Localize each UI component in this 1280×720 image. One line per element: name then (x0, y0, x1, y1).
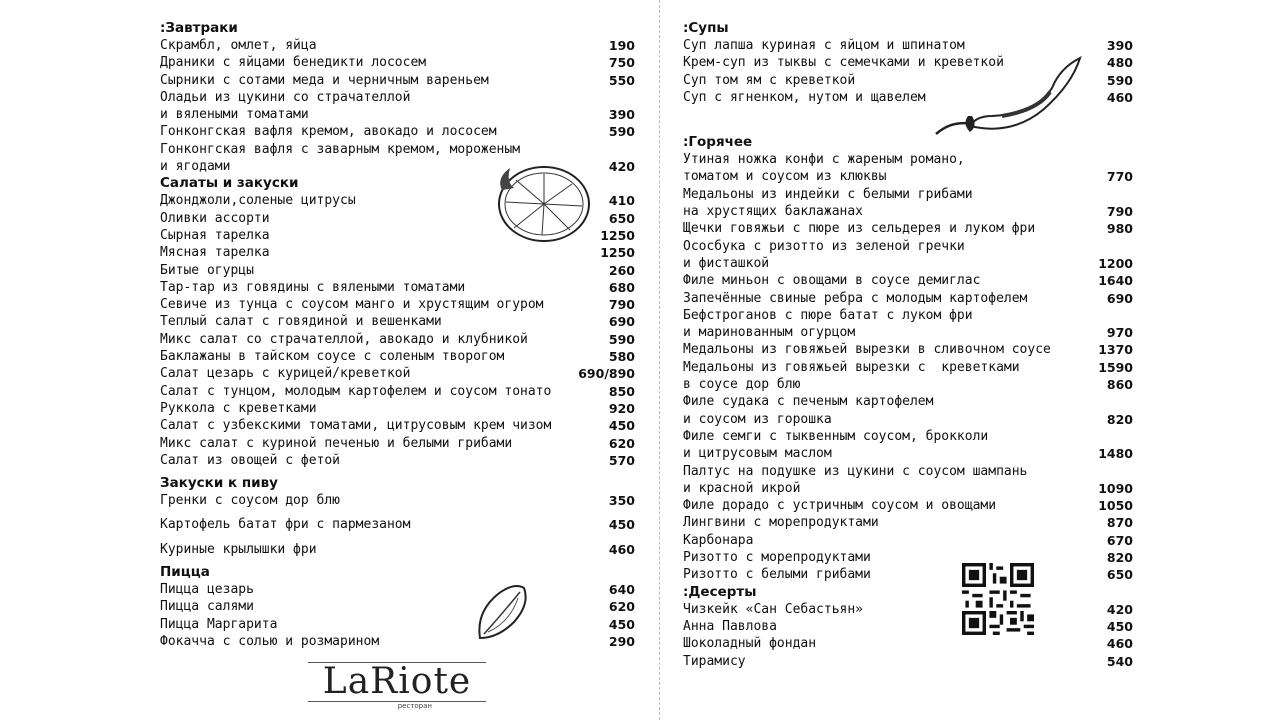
menu-item-name: Картофель батат фри с пармезаном (160, 517, 411, 533)
menu-item-price: 920 (608, 400, 635, 416)
menu-item-name: Оладьи из цукини со страчателлой и вялеными томатами (160, 89, 411, 123)
menu-item (160, 262, 635, 279)
menu-item (683, 376, 1133, 393)
menu-item-name: Пицца Маргарита (160, 616, 278, 632)
menu-item-price: 390 (608, 107, 635, 123)
menu-item-name: Сырная тарелка (160, 227, 270, 243)
menu-item-price: 790 (1106, 204, 1133, 220)
menu-item (683, 272, 1133, 289)
menu-item-name: Тар-тар из говядины с вялеными томатами (160, 279, 466, 295)
menu-item-price: 390 (1106, 38, 1133, 53)
menu-item (160, 400, 635, 417)
menu-item-price: 820 (1106, 550, 1133, 566)
menu-item (683, 497, 1133, 514)
menu-item-name: Запечённые свиные ребра с молодым картофелем (683, 290, 1028, 306)
menu-item-price: 260 (608, 262, 635, 278)
menu-item-name: Баклажаны в тайском соусе с соленым творогом (160, 349, 505, 365)
menu-item (160, 492, 635, 509)
menu-item-price: 870 (1106, 515, 1133, 531)
menu-item (683, 220, 1133, 237)
menu-item (683, 37, 1133, 54)
menu-item (160, 541, 635, 558)
menu-left-column (160, 20, 635, 650)
menu-item-price: 1250 (600, 227, 635, 243)
menu-item-name: Медальоны из говяжьей вырезки с креветками (683, 359, 1020, 375)
menu-item (160, 72, 635, 89)
menu-item-price: 1640 (1098, 273, 1133, 289)
menu-item-name: Салат с узбекскими томатами, цитрусовым крем чизом (160, 418, 552, 434)
lemon-slice-icon (492, 160, 592, 244)
menu-item-price: 620 (608, 599, 635, 615)
menu-item-price: 860 (1106, 377, 1133, 393)
menu-item-name: Тирамису (683, 653, 746, 669)
section-title: :Горячее (683, 134, 753, 151)
menu-item-price: 650 (608, 210, 635, 226)
menu-item-name: Лингвини с морепродуктами (683, 515, 879, 531)
menu-item-price: 420 (1106, 601, 1133, 617)
section-title: Пицца (160, 564, 210, 581)
menu-item (160, 516, 635, 533)
logo-brand: LaRiote (322, 661, 472, 702)
menu-item (160, 54, 635, 71)
menu-item-price: 750 (608, 55, 635, 71)
menu-item (160, 365, 635, 382)
menu-item (683, 307, 1133, 342)
menu-item-price: 790 (608, 297, 635, 313)
menu-item-name: Медальоны из говяжьей вырезки в сливочном соусе (683, 342, 1051, 358)
menu-item-price: 620 (608, 435, 635, 451)
menu-item (160, 313, 635, 330)
menu-item-price: 640 (608, 582, 635, 598)
menu-item-price: 410 (608, 193, 635, 209)
menu-item-name: Теплый салат с говядиной и вешенками (160, 314, 442, 330)
menu-item-price: 450 (608, 418, 635, 434)
menu-item-price: 420 (608, 159, 635, 175)
menu-item (160, 435, 635, 452)
section-title: :Десерты (683, 583, 757, 600)
menu-item (683, 653, 1133, 670)
menu-item-price: 460 (1106, 636, 1133, 652)
menu-item-name: Филе судака с печеным картофелем и соусом из горошка (683, 394, 934, 427)
menu-item-price: 580 (608, 349, 635, 365)
menu-item-price: 1370 (1098, 342, 1133, 358)
menu-item-price: 1200 (1098, 255, 1133, 271)
menu-item-price: 590 (1106, 72, 1133, 88)
menu-item (683, 566, 1133, 583)
menu-item-name: Сырники с сотами меда и черничным вареньем (160, 72, 489, 88)
menu-item (160, 244, 635, 261)
menu-item (683, 601, 1133, 618)
menu-item-name: Фокачча с солью и розмарином (160, 633, 380, 649)
menu-item-name: Филе семги с тыквенным соусом, брокколи и цитрусовым маслом (683, 428, 989, 462)
menu-item-name: Ризотто с белыми грибами (683, 567, 871, 583)
menu-item-price: 590 (608, 331, 635, 347)
menu-item-name: Бефстроганов с пюре батат с луком фри и маринованным огурцом (683, 307, 973, 341)
menu-item-price: 650 (1106, 567, 1133, 583)
menu-item-price: 550 (608, 72, 635, 88)
menu-item (683, 359, 1133, 376)
menu-item-name: Пицца салями (160, 599, 254, 615)
section-title: :Завтраки (160, 20, 238, 36)
menu-item-price: 1050 (1098, 498, 1133, 514)
menu-item-price: 680 (608, 279, 635, 295)
menu-item (683, 428, 1133, 463)
menu-item (683, 290, 1133, 307)
menu-item-name: Утиная ножка конфи с жареным романо, томатом и соусом из клюквы (683, 152, 965, 185)
menu-item-name: Палтус на подушке из цукини с соусом шампань и красной икрой (683, 463, 1028, 496)
menu-item-price: 690 (608, 314, 635, 330)
menu-item-price: 980 (1106, 221, 1133, 237)
menu-item-name: Салат с тунцом, молодым картофелем и соусом тонато (160, 383, 552, 399)
page-divider (659, 0, 660, 720)
menu-item (160, 633, 635, 650)
menu-item (160, 598, 635, 615)
menu-item (683, 151, 1133, 186)
menu-item-name: Микс салат с куриной печенью и белыми грибами (160, 435, 513, 451)
menu-item (683, 186, 1133, 221)
menu-item-price: 690/890 (578, 366, 635, 382)
menu-item-name: Щечки говяжьи с пюре из сельдерея и луком фри (683, 221, 1036, 237)
qr-code-icon[interactable] (962, 563, 1034, 635)
menu-item-name: Микс салат со страчателлой, авокадо и клубникой (160, 331, 528, 347)
menu-item-price: 1250 (600, 245, 635, 261)
menu-item-price: 1480 (1098, 446, 1133, 462)
menu-item-name: Салат цезарь с курицей/креветкой (160, 366, 411, 382)
menu-item-name: Гонконгская вафля кремом, авокадо и лососем (160, 124, 497, 140)
menu-item (160, 348, 635, 365)
menu-item-price: 460 (608, 541, 635, 557)
menu-item-name: Суп лапша куриная с яйцом и шпинатом (683, 38, 965, 53)
seed-icon (474, 582, 530, 642)
menu-item-price: 450 (608, 517, 635, 533)
menu-item-name: Гренки с соусом дор блю (160, 493, 341, 509)
menu-item (683, 635, 1133, 652)
menu-item-name: Куриные крылышки фри (160, 541, 317, 557)
menu-item-name: Гонконгская вафля с заварным кремом, мороженым и ягодами (160, 141, 521, 175)
menu-item (160, 279, 635, 296)
menu-item-name: Битые огурцы (160, 262, 254, 278)
menu-item-name: Оливки ассорти (160, 210, 270, 226)
menu-item (683, 532, 1133, 549)
menu-item-price: 970 (1106, 325, 1133, 341)
menu-item-price: 450 (608, 616, 635, 632)
menu-item (160, 89, 635, 124)
menu-item (160, 383, 635, 400)
menu-item-name: Севиче из тунца с соусом манго и хрустящим огуром (160, 297, 544, 313)
menu-item (683, 549, 1133, 566)
menu-item (160, 452, 635, 469)
menu-item-price: 570 (608, 452, 635, 468)
menu-item-price: 290 (608, 633, 635, 649)
menu-item-name: Анна Павлова (683, 618, 777, 634)
menu-item (683, 238, 1133, 273)
menu-item-name: Шоколадный фондан (683, 636, 817, 652)
menu-item-name: Медальоны из индейки с белыми грибами на хрустящих баклажанах (683, 186, 973, 220)
menu-item (160, 581, 635, 598)
menu-item-name: Карбонара (683, 532, 754, 548)
menu-item-price: 540 (1106, 653, 1133, 669)
section-title: :Супы (683, 20, 729, 36)
menu-item-price: 670 (1106, 532, 1133, 548)
menu-item-name: Суп с ягненком, нутом и щавелем (683, 89, 926, 105)
logo-subtitle: ресторан (397, 702, 432, 710)
menu-item-name: Суп том ям с креветкой (683, 72, 856, 88)
menu-item (160, 123, 635, 140)
menu-item (160, 331, 635, 348)
menu-item (683, 514, 1133, 531)
menu-item-name: в соусе дор блю (683, 377, 801, 393)
menu-item (160, 417, 635, 434)
menu-item-name: Скрамбл, омлет, яйца (160, 38, 317, 53)
menu-item (160, 37, 635, 54)
menu-item-price: 690 (1106, 290, 1133, 306)
chili-pepper-icon (932, 54, 1084, 144)
menu-item-price: 1090 (1098, 480, 1133, 496)
menu-item-name: Драники с яйцами бенедикти лососем (160, 55, 427, 71)
menu-item-name: Мясная тарелка (160, 245, 270, 261)
menu-item-name: Филе миньон с овощами в соусе демиглас (683, 273, 981, 289)
menu-item-name: Ососбука с ризотто из зеленой гречки и фисташкой (683, 238, 965, 271)
menu-item-name: Ризотто с морепродуктами (683, 550, 871, 566)
section-title: Закуски к пиву (160, 475, 278, 492)
menu-item-name: Джонджоли,соленые цитрусы (160, 193, 356, 209)
restaurant-logo (302, 662, 492, 710)
menu-item-price: 190 (608, 38, 635, 53)
menu-item-price: 350 (608, 493, 635, 509)
menu-item-price: 1590 (1098, 359, 1133, 375)
section-title: Салаты и закуски (160, 175, 299, 192)
menu-item (160, 616, 635, 633)
menu-item-price: 460 (1106, 89, 1133, 105)
menu-item-name: Пицца цезарь (160, 582, 254, 598)
menu-item-price: 820 (1106, 411, 1133, 427)
menu-item (683, 393, 1133, 428)
menu-item-name: Чизкейк «Сан Себастьян» (683, 601, 864, 617)
menu-item (683, 341, 1133, 358)
menu-item-price: 450 (1106, 618, 1133, 634)
menu-item-price: 850 (608, 383, 635, 399)
menu-item-name: Руккола с креветками (160, 400, 317, 416)
menu-item-name: Крем-суп из тыквы с семечками и креветкой (683, 55, 1004, 71)
menu-item (683, 618, 1133, 635)
menu-item-price: 770 (1106, 169, 1133, 185)
menu-item-price: 480 (1106, 55, 1133, 71)
menu-item (160, 296, 635, 313)
menu-item-name: Филе дорадо с устричным соусом и овощами (683, 498, 997, 514)
menu-item-price: 590 (608, 124, 635, 140)
menu-item (683, 463, 1133, 498)
menu-item-name: Салат из овощей с фетой (160, 452, 341, 468)
